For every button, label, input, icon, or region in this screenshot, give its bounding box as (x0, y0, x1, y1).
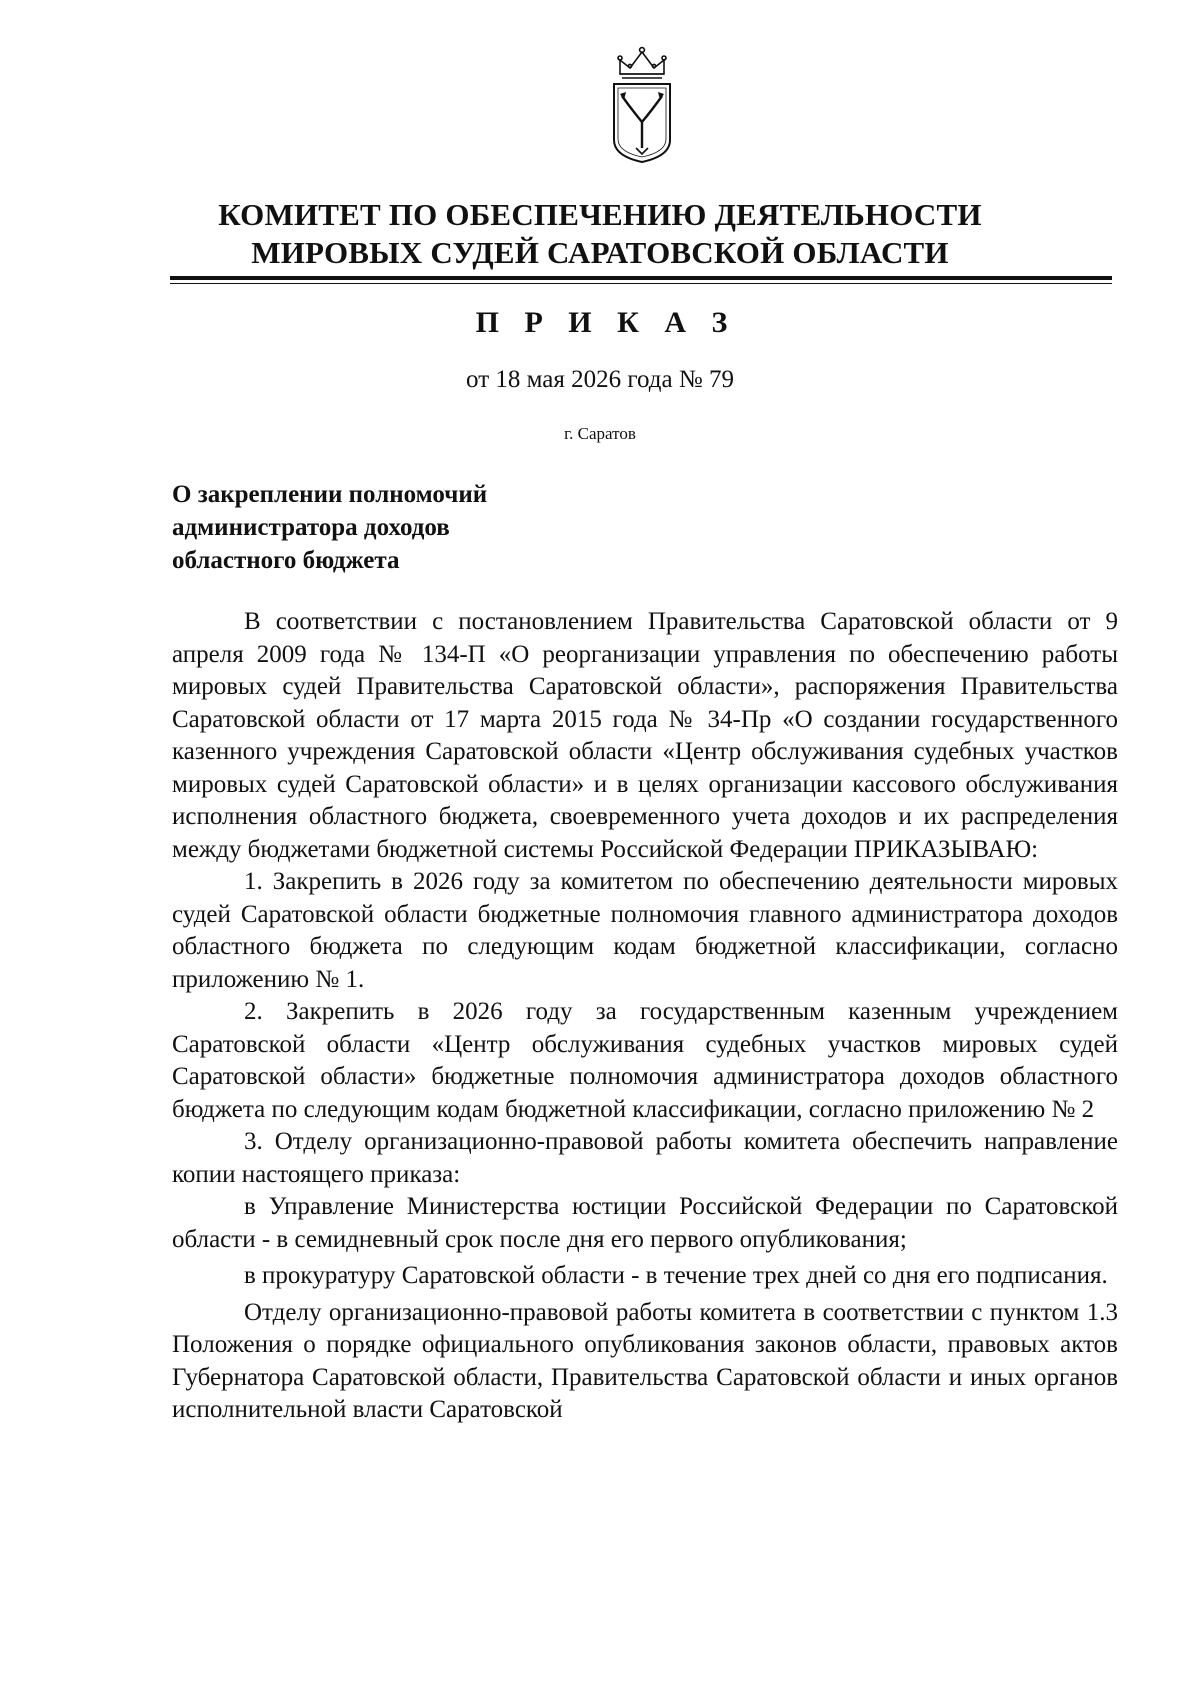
subject-line2: администратора доходов (172, 514, 450, 541)
item-2-paragraph: 2. Закрепить в 2026 году за государственным казенным учреждением Саратовской области «Центр обслуживания судебных участков мировых судей Саратовской области» бюджетные полномочия администратора доходов областного бюджета по следующим кодам бюджетной классификации, согласно приложению № 2 (172, 998, 1118, 1123)
preamble-paragraph: В соответствии с постановлением Правительства Саратовской области от 9 апреля 2009 года № 134-П «О реорганизации управления по обеспечению работы мировых судей Правительства Саратовской области», распоряжения Правительства Саратовской области от 17 марта 2015 года № 34-Пр «О создании государственного казенного учреждения Саратовской области «Центр обслуживания судебных участков мировых судей Саратовской области» и в целях организации кассового обслуживания исполнения областного бюджета, своевременного учета доходов и их распределения между бюджетами бюджетной системы Российской Федерации ПРИКАЗЫВАЮ: (172, 608, 1118, 863)
organization-name (0, 196, 1200, 272)
document-body (172, 606, 1118, 1427)
organization-name-line2: МИРОВЫХ СУДЕЙ САРАТОВСКОЙ ОБЛАСТИ (251, 235, 949, 270)
item-3-paragraph: 3. Отделу организационно-правовой работы комитета обеспечить направление копии настоящего приказа: (172, 1128, 1118, 1188)
subject-line1: О закреплении полномочий (172, 481, 488, 508)
item-3b-paragraph: в прокуратуру Саратовской области - в течение трех дней со дня его подписания. (244, 1262, 1108, 1289)
document-type: П Р И К А З (475, 306, 737, 339)
coat-of-arms-icon (606, 44, 678, 168)
item-4-paragraph: Отделу организационно-правовой работы комитета в соответствии с пунктом 1.3 Положения о порядке официального опубликования законов области, правовых актов Губернатора Саратовской области, Правительства Саратовской области и иных органов исполнительной власти Саратовской (172, 1298, 1118, 1423)
document-subject (172, 478, 692, 577)
item-1-paragraph: 1. Закрепить в 2026 году за комитетом по обеспечению деятельности мировых судей Саратовской области бюджетные полномочия главного администратора доходов областного бюджета по следующим кодам бюджетной классификации, согласно приложению № 1. (172, 868, 1118, 993)
organization-name-line1: КОМИТЕТ ПО ОБЕСПЕЧЕНИЮ ДЕЯТЕЛЬНОСТИ (218, 197, 982, 232)
header-divider-thin (170, 283, 1112, 284)
item-3a-paragraph: в Управление Министерства юстиции Российской Федерации по Саратовской области - в семидневный срок после дня его первого опубликования; (172, 1193, 1118, 1253)
document-date-number: от 18 мая 2026 года № 79 (466, 366, 734, 393)
document-city: г. Саратов (564, 424, 636, 443)
subject-line3: областного бюджета (172, 547, 400, 574)
header-divider-thick (170, 276, 1112, 280)
